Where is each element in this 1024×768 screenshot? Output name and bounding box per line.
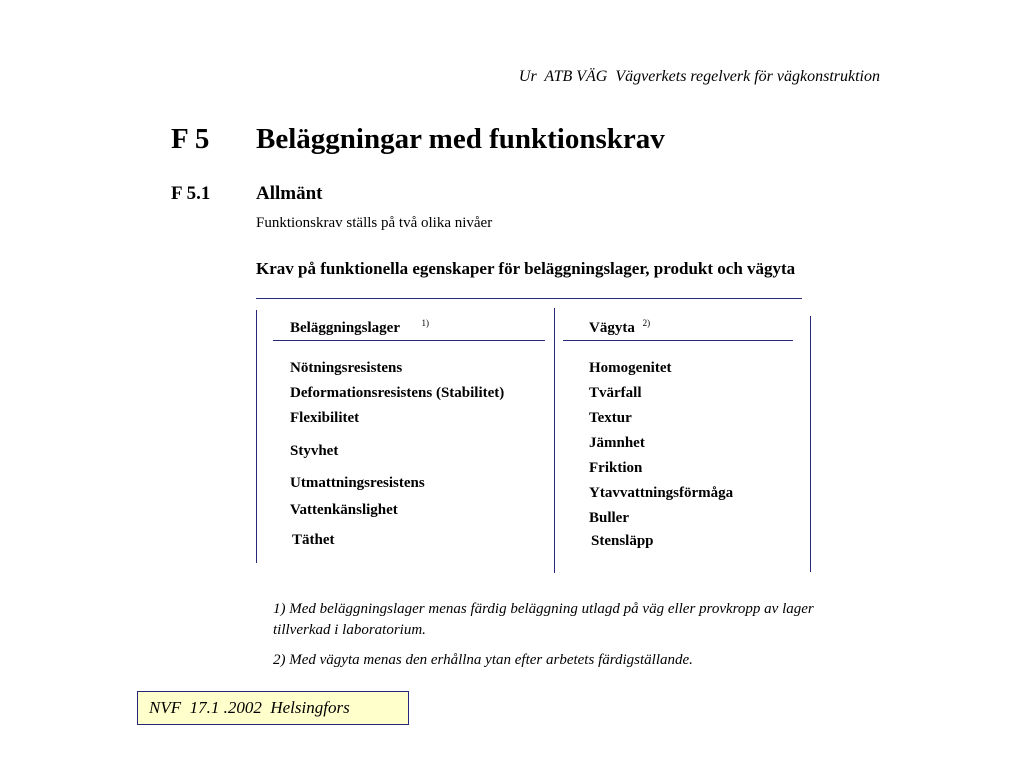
list-item: Flexibilitet — [290, 410, 360, 426]
section-title: Beläggningar med funktionskrav — [256, 123, 665, 155]
list-item: Friktion — [589, 460, 643, 476]
left-column-title-rule — [273, 340, 545, 341]
list-item: Ytavvattningsförmåga — [589, 485, 734, 501]
right-column-footnote-marker: 2) — [642, 318, 651, 328]
left-column-title-text: Beläggningslager — [290, 320, 400, 336]
source-reference: Ur ATB VÄG Vägverkets regelverk för vägkonstruktion — [518, 68, 880, 85]
footnote-1: 1) Med beläggningslager menas färdig beläggning utlagd på väg eller provkropp av lager tillverkad i laboratorium. — [273, 601, 814, 638]
intro-text: Funktionskrav ställs på två olika nivåer — [256, 215, 493, 231]
table-right-border — [810, 316, 811, 572]
right-column-list — [589, 360, 804, 560]
list-item: Textur — [589, 410, 632, 426]
list-item: Tvärfall — [589, 385, 642, 401]
list-item: Vattenkänslighet — [290, 502, 398, 518]
table-middle-divider — [554, 308, 555, 573]
right-column-title-text: Vägyta — [589, 320, 635, 336]
right-column-title-rule — [563, 340, 793, 341]
left-column-footnote-marker: 1) — [421, 318, 429, 328]
footnote-2: 2) Med vägyta menas den erhållna ytan efter arbetets färdigställande. — [273, 652, 693, 668]
left-column-list — [290, 360, 550, 560]
heading-rule — [256, 298, 802, 299]
list-item: Styvhet — [290, 443, 339, 459]
list-item: Jämnhet — [589, 435, 645, 451]
list-item: Deformationsresistens (Stabilitet) — [290, 385, 505, 401]
list-item: Buller — [589, 510, 629, 526]
footer-label: NVF 17.1 .2002 Helsingfors — [137, 691, 409, 725]
list-item: Nötningsresistens — [290, 360, 403, 376]
section-number: F 5 — [171, 123, 210, 155]
left-column-title — [290, 318, 429, 337]
list-item: Täthet — [292, 532, 335, 548]
table-left-border — [256, 310, 257, 563]
list-item: Stensläpp — [591, 533, 654, 549]
list-item: Homogenitet — [589, 360, 672, 376]
subsection-number: F 5.1 — [171, 183, 211, 204]
subsection-title: Allmänt — [256, 183, 323, 204]
right-column-title — [589, 318, 650, 337]
requirements-heading: Krav på funktionella egenskaper för beläggningslager, produkt och vägyta — [256, 259, 796, 278]
list-item: Utmattningsresistens — [290, 475, 425, 491]
